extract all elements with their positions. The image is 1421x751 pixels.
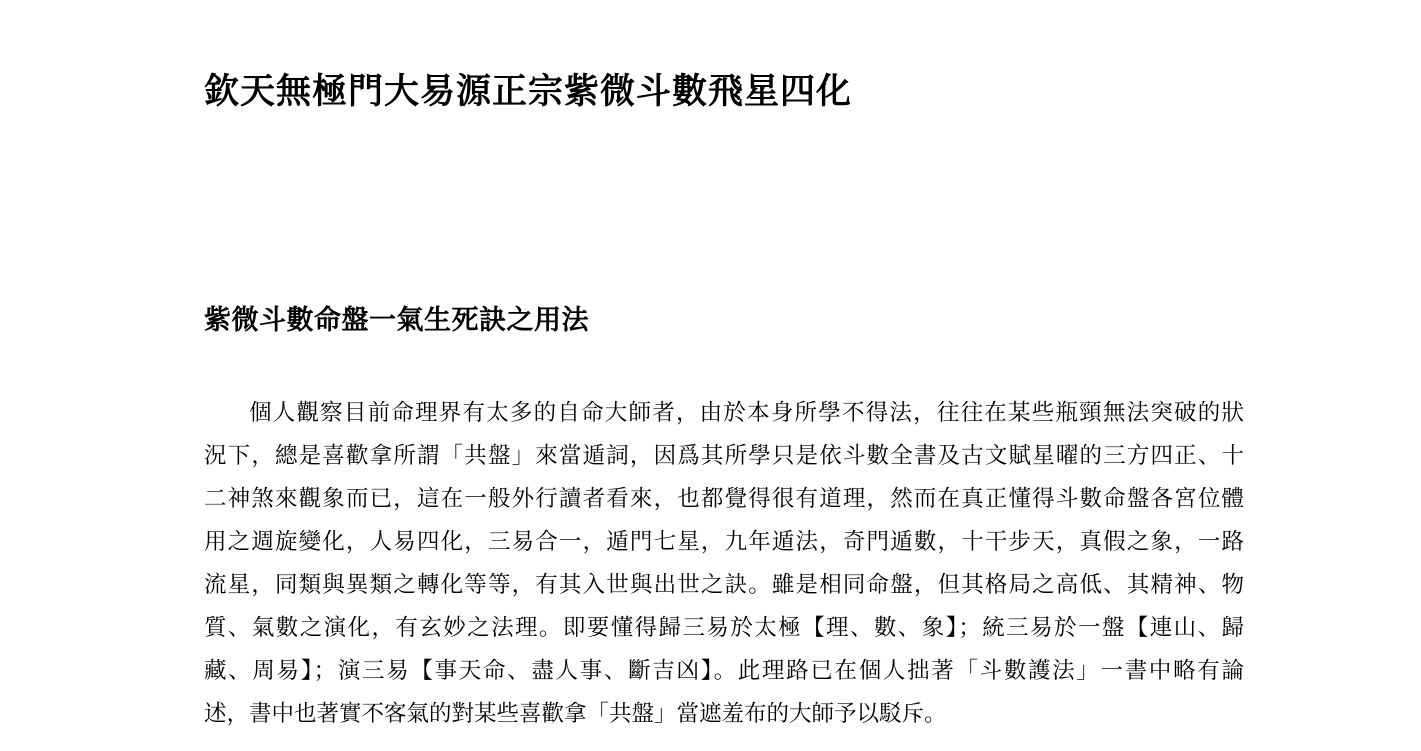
paragraph-line: 述，書中也著實不客氣的對某些喜歡拿「共盤」當遮羞布的大師予以駁斥。: [204, 701, 947, 726]
paragraph-line: 流星，同類與異類之轉化等等，有其入世與出世之訣。雖是相同命盤，但其格局之高低、其精神、物: [204, 572, 1244, 597]
paragraph-line: 個人觀察目前命理界有太多的自命大師者，由於本身所學不得法，往往在某些瓶頸無法突破的狀: [249, 400, 1244, 425]
paragraph-line: 況下，總是喜歡拿所謂「共盤」來當遁詞，因爲其所學只是依斗數全書及古文賦星曜的三方四正、十: [204, 443, 1244, 468]
paragraph-line: 用之週旋變化，人易四化，三易合一，遁門七星，九年遁法，奇門遁數，十干步天，真假之象，一路: [204, 529, 1244, 554]
body-paragraph: [204, 391, 1244, 735]
section-heading: 紫微斗數命盤一氣生死訣之用法: [204, 305, 589, 335]
paragraph-line: 二神煞來觀象而已，這在一般外行讀者看來，也都覺得很有道理，然而在真正懂得斗數命盤各宮位體: [204, 486, 1244, 511]
paragraph-line: 藏、周易】；演三易【事天命、盡人事、斷吉凶】。此理路已在個人拙著「斗數護法」一書中略有論: [204, 658, 1244, 683]
document-title: 欽天無極門大易源正宗紫微斗數飛星四化: [204, 72, 853, 111]
paragraph-line: 質、氣數之演化，有玄妙之法理。即要懂得歸三易於太極【理、數、象】；統三易於一盤【連山、歸: [204, 615, 1244, 640]
